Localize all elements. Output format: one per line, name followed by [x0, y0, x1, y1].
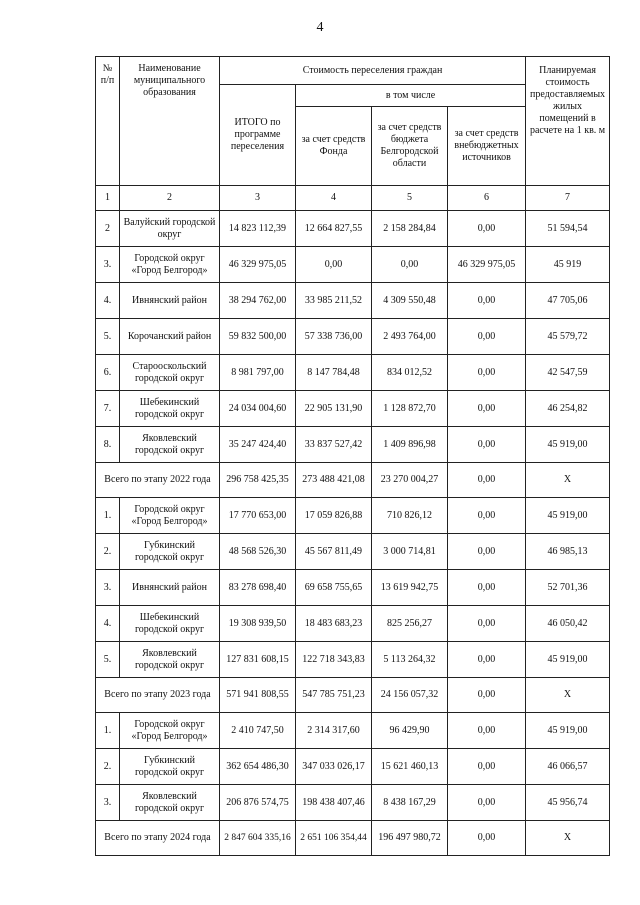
page-number: 4 [316, 20, 324, 35]
stage-total-cost-per-m2: Х [526, 463, 610, 498]
table-row [96, 391, 610, 427]
stage-total-sum: 2 847 604 335,16 [220, 821, 296, 856]
cell-cost-per-m2: 51 594,54 [526, 211, 610, 247]
cell-total: 127 831 608,15 [220, 642, 296, 678]
cell-cost-per-m2: 45 919,00 [526, 427, 610, 463]
resettlement-cost-table [95, 56, 610, 856]
municipality-name: Яковлевский городской округ [120, 427, 220, 463]
cell-fund: 18 483 683,23 [296, 606, 372, 642]
row-number: 4. [96, 606, 120, 642]
cell-region-budget: 2 158 284,84 [372, 211, 448, 247]
table-row [96, 749, 610, 785]
cell-total: 17 770 653,00 [220, 498, 296, 534]
col-number: 5 [372, 186, 448, 211]
cell-fund: 33 837 527,42 [296, 427, 372, 463]
cell-fund: 22 905 131,90 [296, 391, 372, 427]
stage-total-label: Всего по этапу 2023 года [96, 678, 220, 713]
table-row [96, 247, 610, 283]
col-number: 2 [120, 186, 220, 211]
table-row [96, 319, 610, 355]
cell-total: 362 654 486,30 [220, 749, 296, 785]
col-number: 4 [296, 186, 372, 211]
stage-total-region-budget: 23 270 004,27 [372, 463, 448, 498]
header-num: № п/п [96, 57, 120, 186]
stage-total-extrabudget: 0,00 [448, 821, 526, 856]
cell-region-budget: 96 429,90 [372, 713, 448, 749]
cell-cost-per-m2: 45 919,00 [526, 642, 610, 678]
stage-total-region-budget: 24 156 057,32 [372, 678, 448, 713]
stage-total-label: Всего по этапу 2022 года [96, 463, 220, 498]
municipality-name: Ивнянский район [120, 570, 220, 606]
row-number: 5. [96, 642, 120, 678]
row-number: 2. [96, 534, 120, 570]
stage-total-region-budget: 196 497 980,72 [372, 821, 448, 856]
table-body [96, 186, 610, 856]
col-number: 6 [448, 186, 526, 211]
cell-total: 59 832 500,00 [220, 319, 296, 355]
column-numbers-row [96, 186, 610, 211]
municipality-name: Валуйский городской округ [120, 211, 220, 247]
table-row [96, 498, 610, 534]
stage-total-sum: 571 941 808,55 [220, 678, 296, 713]
cell-fund: 33 985 211,52 [296, 283, 372, 319]
cell-extrabudget: 0,00 [448, 713, 526, 749]
row-number: 1. [96, 713, 120, 749]
header-region-budget: за счет средств бюджета Белгородской области [372, 107, 448, 186]
stage-total-row [96, 463, 610, 498]
cell-extrabudget: 0,00 [448, 498, 526, 534]
row-number: 2 [96, 211, 120, 247]
header-planned-cost: Планируемая стоимость предоставляемых жилых помещений в расчете на 1 кв. м [526, 57, 610, 186]
cell-region-budget: 2 493 764,00 [372, 319, 448, 355]
cell-cost-per-m2: 47 705,06 [526, 283, 610, 319]
municipality-name: Яковлевский городской округ [120, 785, 220, 821]
municipality-name: Городской округ «Город Белгород» [120, 498, 220, 534]
municipality-name: Шебекинский городской округ [120, 606, 220, 642]
table-row [96, 642, 610, 678]
cell-region-budget: 5 113 264,32 [372, 642, 448, 678]
cell-cost-per-m2: 45 919 [526, 247, 610, 283]
cell-extrabudget: 0,00 [448, 211, 526, 247]
header-total-program: ИТОГО по программе переселения [220, 85, 296, 186]
cell-extrabudget: 0,00 [448, 391, 526, 427]
cell-fund: 347 033 026,17 [296, 749, 372, 785]
cell-extrabudget: 0,00 [448, 319, 526, 355]
municipality-name: Губкинский городской округ [120, 749, 220, 785]
table-row [96, 427, 610, 463]
cell-cost-per-m2: 46 985,13 [526, 534, 610, 570]
cell-fund: 198 438 407,46 [296, 785, 372, 821]
cell-extrabudget: 0,00 [448, 785, 526, 821]
cell-extrabudget: 0,00 [448, 606, 526, 642]
table-row [96, 211, 610, 247]
municipality-name: Городской округ «Город Белгород» [120, 713, 220, 749]
municipality-name: Городской округ «Город Белгород» [120, 247, 220, 283]
row-number: 3. [96, 247, 120, 283]
municipality-name: Губкинский городской округ [120, 534, 220, 570]
cell-fund: 122 718 343,83 [296, 642, 372, 678]
cell-region-budget: 4 309 550,48 [372, 283, 448, 319]
table-row [96, 283, 610, 319]
cell-extrabudget: 0,00 [448, 642, 526, 678]
row-number: 3. [96, 570, 120, 606]
stage-total-sum: 296 758 425,35 [220, 463, 296, 498]
cell-cost-per-m2: 45 919,00 [526, 713, 610, 749]
cell-fund: 17 059 826,88 [296, 498, 372, 534]
municipality-name: Старооскольский городской округ [120, 355, 220, 391]
cell-cost-per-m2: 42 547,59 [526, 355, 610, 391]
cell-total: 19 308 939,50 [220, 606, 296, 642]
cell-extrabudget: 46 329 975,05 [448, 247, 526, 283]
cell-region-budget: 3 000 714,81 [372, 534, 448, 570]
cell-fund: 8 147 784,48 [296, 355, 372, 391]
cell-total: 35 247 424,40 [220, 427, 296, 463]
row-number: 1. [96, 498, 120, 534]
header-cost: Стоимость переселения граждан [220, 57, 526, 85]
table-row [96, 570, 610, 606]
cell-total: 38 294 762,00 [220, 283, 296, 319]
cell-cost-per-m2: 52 701,36 [526, 570, 610, 606]
col-number: 1 [96, 186, 120, 211]
row-number: 6. [96, 355, 120, 391]
cell-fund: 57 338 736,00 [296, 319, 372, 355]
cell-cost-per-m2: 45 579,72 [526, 319, 610, 355]
table-row [96, 355, 610, 391]
stage-total-fund: 547 785 751,23 [296, 678, 372, 713]
municipality-name: Корочанский район [120, 319, 220, 355]
col-number: 7 [526, 186, 610, 211]
cell-total: 206 876 574,75 [220, 785, 296, 821]
stage-total-extrabudget: 0,00 [448, 678, 526, 713]
cell-cost-per-m2: 45 919,00 [526, 498, 610, 534]
cell-region-budget: 8 438 167,29 [372, 785, 448, 821]
cell-extrabudget: 0,00 [448, 570, 526, 606]
cell-extrabudget: 0,00 [448, 355, 526, 391]
cell-region-budget: 1 128 872,70 [372, 391, 448, 427]
cell-cost-per-m2: 45 956,74 [526, 785, 610, 821]
table-row [96, 713, 610, 749]
cell-fund: 2 314 317,60 [296, 713, 372, 749]
row-number: 7. [96, 391, 120, 427]
cell-region-budget: 834 012,52 [372, 355, 448, 391]
stage-total-cost-per-m2: Х [526, 821, 610, 856]
row-number: 3. [96, 785, 120, 821]
col-number: 3 [220, 186, 296, 211]
header-extrabudget: за счет средств внебюджетных источников [448, 107, 526, 186]
cell-region-budget: 0,00 [372, 247, 448, 283]
row-number: 2. [96, 749, 120, 785]
stage-total-label: Всего по этапу 2024 года [96, 821, 220, 856]
stage-total-fund: 2 651 106 354,44 [296, 821, 372, 856]
header-including: в том числе [296, 85, 526, 107]
cell-region-budget: 825 256,27 [372, 606, 448, 642]
cell-region-budget: 15 621 460,13 [372, 749, 448, 785]
cell-total: 46 329 975,05 [220, 247, 296, 283]
header-fund: за счет средств Фонда [296, 107, 372, 186]
table-row [96, 606, 610, 642]
header-name: Наименование муниципального образования [120, 57, 220, 186]
stage-total-fund: 273 488 421,08 [296, 463, 372, 498]
cell-fund: 69 658 755,65 [296, 570, 372, 606]
cell-cost-per-m2: 46 066,57 [526, 749, 610, 785]
cell-total: 14 823 112,39 [220, 211, 296, 247]
cell-cost-per-m2: 46 050,42 [526, 606, 610, 642]
cell-fund: 12 664 827,55 [296, 211, 372, 247]
cell-total: 83 278 698,40 [220, 570, 296, 606]
stage-total-row [96, 821, 610, 856]
stage-total-row [96, 678, 610, 713]
cell-total: 48 568 526,30 [220, 534, 296, 570]
cell-extrabudget: 0,00 [448, 427, 526, 463]
cell-fund: 0,00 [296, 247, 372, 283]
cell-total: 8 981 797,00 [220, 355, 296, 391]
municipality-name: Яковлевский городской округ [120, 642, 220, 678]
cell-region-budget: 710 826,12 [372, 498, 448, 534]
row-number: 4. [96, 283, 120, 319]
cell-extrabudget: 0,00 [448, 283, 526, 319]
cell-region-budget: 13 619 942,75 [372, 570, 448, 606]
table-row [96, 534, 610, 570]
cell-cost-per-m2: 46 254,82 [526, 391, 610, 427]
stage-total-extrabudget: 0,00 [448, 463, 526, 498]
cell-region-budget: 1 409 896,98 [372, 427, 448, 463]
cell-extrabudget: 0,00 [448, 749, 526, 785]
table-row [96, 785, 610, 821]
municipality-name: Ивнянский район [120, 283, 220, 319]
stage-total-cost-per-m2: Х [526, 678, 610, 713]
municipality-name: Шебекинский городской округ [120, 391, 220, 427]
row-number: 5. [96, 319, 120, 355]
cell-total: 24 034 004,60 [220, 391, 296, 427]
row-number: 8. [96, 427, 120, 463]
cell-extrabudget: 0,00 [448, 534, 526, 570]
cell-total: 2 410 747,50 [220, 713, 296, 749]
cell-fund: 45 567 811,49 [296, 534, 372, 570]
